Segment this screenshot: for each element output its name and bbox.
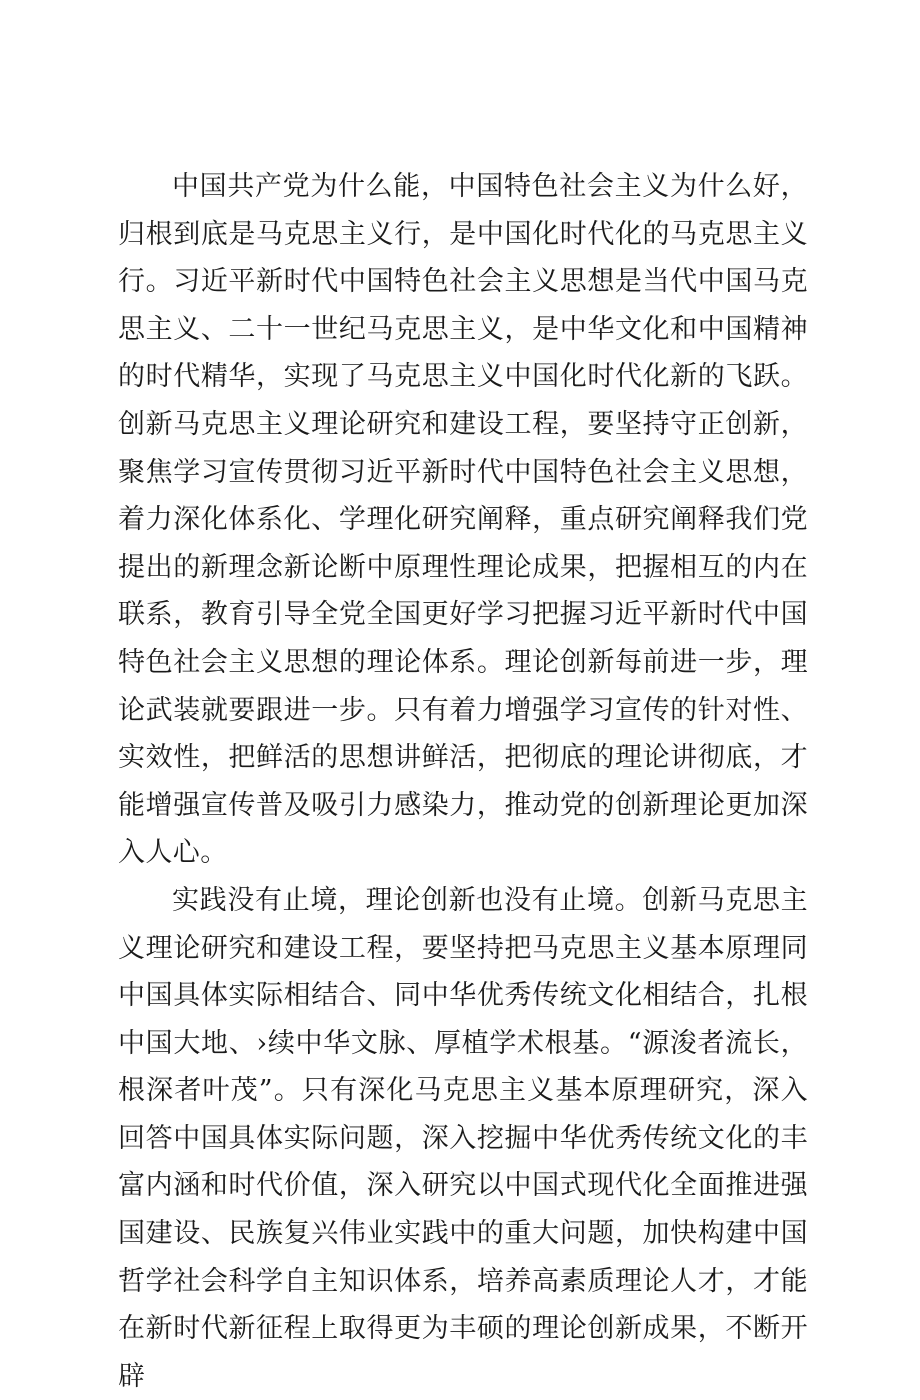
document-body: [118, 163, 808, 1400]
paragraph-2: 实践没有止境，理论创新也没有止境。创新马克思主义理论研究和建设工程，要坚持把马克思主义基本原理同中国具体实际相结合、同中华优秀传统文化相结合，扎根中国大地、›续中华文脉、厚植学术根基。“源浚者流长，根深者叶茂”。只有深化马克思主义基本原理研究，深入回答中国具体实际问题，深入挖掘中华优秀传统文化的丰富内涵和时代价值，深入研究以中国式现代化全面推进强国建设、民族复兴伟业实践中的重大问题，加快构建中国哲学社会科学自主知识体系，培养高素质理论人才，才能在新时代新征程上取得更为丰硕的理论创新成果，不断开辟: [118, 884, 808, 1392]
paragraph-1: 中国共产党为什么能，中国特色社会主义为什么好，归根到底是马克思主义行，是中国化时代化的马克思主义行。习近平新时代中国特色社会主义思想是当代中国马克思主义、二十一世纪马克思主义，是中华文化和中国精神的时代精华，实现了马克思主义中国化时代化新的飞跃。创新马克思主义理论研究和建设工程，要坚持守正创新，聚焦学习宣传贯彻习近平新时代中国特色社会主义思想，着力深化体系化、学理化研究阐释，重点研究阐释我们党提出的新理念新论断中原理性理论成果，把握相互的内在联系，教育引导全党全国更好学习把握习近平新时代中国特色社会主义思想的理论体系。理论创新每前进一步，理论武装就要跟进一步。只有着力增强学习宣传的针对性、实效性，把鲜活的思想讲鲜活，把彻底的理论讲彻底，才能增强宣传普及吸引力感染力，推动党的创新理论更加深入人心。: [118, 171, 808, 869]
